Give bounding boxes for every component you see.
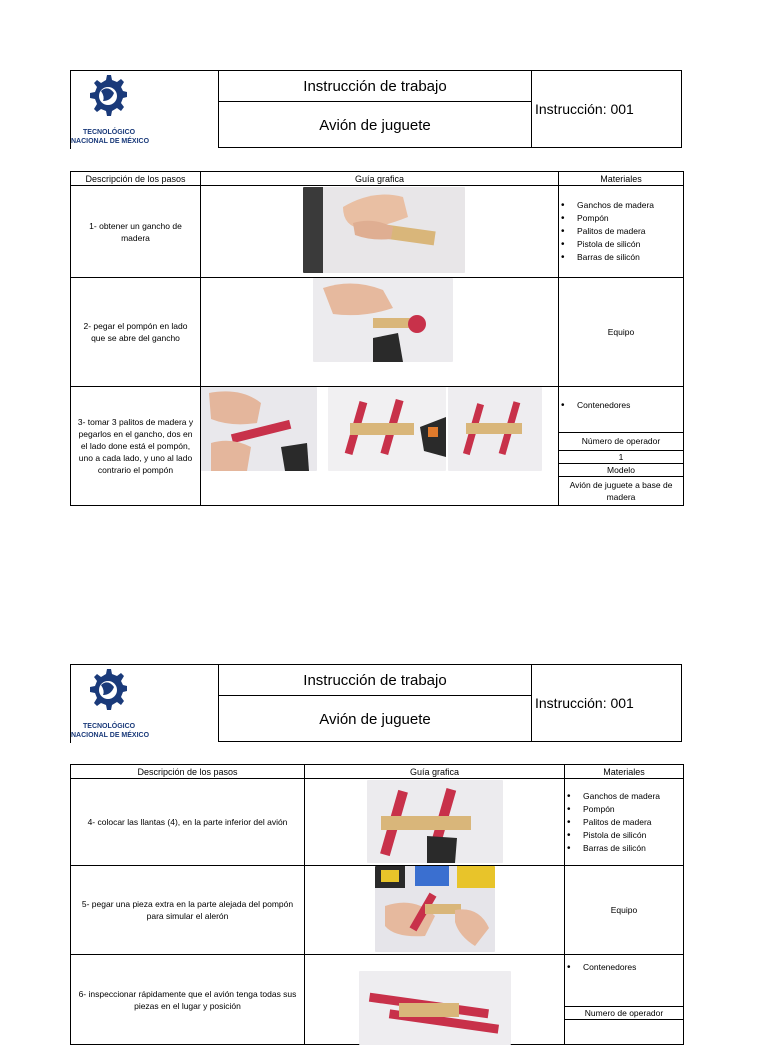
materials-cell-1 xyxy=(559,186,684,278)
operator-label: Numero de operador xyxy=(565,1007,683,1020)
logo-text-1: TECNOLÓGICO xyxy=(83,723,136,730)
steps-table-1 xyxy=(70,171,684,506)
step-2-photo xyxy=(313,278,453,362)
doc-subtitle: Avión de juguete xyxy=(319,116,431,134)
step-4-photo xyxy=(367,780,503,863)
tecnm-logo xyxy=(70,664,219,743)
step-3-photo-cell xyxy=(201,387,559,506)
material-item: • Pompón xyxy=(577,212,683,225)
step-1-photo-cell xyxy=(201,186,559,278)
step-3-photo-a xyxy=(201,387,317,471)
material-item: • Barras de silicón xyxy=(583,842,683,855)
step-4-photo-cell xyxy=(305,779,565,866)
step-5: 5- pegar una pieza extra en la parte alejada del pompón para simular el alerón xyxy=(71,866,305,955)
operator-label: Número de operador xyxy=(559,433,683,451)
steps-table-2 xyxy=(70,764,684,1045)
col-header-materials: Materiales xyxy=(559,172,684,186)
col-header-steps: Descripción de los pasos xyxy=(71,172,201,186)
col-header-materials: Materiales xyxy=(565,765,684,779)
step-2-photo-cell xyxy=(201,278,559,387)
doc-title: Instrucción de trabajo xyxy=(219,665,531,696)
material-item: • Ganchos de madera xyxy=(577,199,683,212)
header-block-2 xyxy=(70,664,682,742)
right-info-cell-2 xyxy=(565,955,684,1045)
step-5-photo xyxy=(375,866,495,952)
logo-text-2: NACIONAL DE MÉXICO xyxy=(71,732,150,739)
contenedores-item: • Contenedores xyxy=(583,961,683,974)
equipo-cell-2: Equipo xyxy=(565,866,684,955)
right-info-cell-1 xyxy=(559,387,684,506)
material-item: • Pistola de silicón xyxy=(577,238,683,251)
col-header-guide: Guía grafica xyxy=(305,765,565,779)
model-label: Modelo xyxy=(559,464,683,477)
header-block-1 xyxy=(70,70,682,148)
material-item: • Barras de silicón xyxy=(577,251,683,264)
step-3-photo-c xyxy=(448,387,542,471)
step-3-photo-b xyxy=(328,387,446,471)
col-header-steps: Descripción de los pasos xyxy=(71,765,305,779)
gear-logo-icon xyxy=(87,71,127,129)
contenedores-item: • Contenedores xyxy=(577,399,683,412)
material-item: • Palitos de madera xyxy=(577,225,683,238)
tecnm-logo xyxy=(70,70,219,149)
doc-subtitle: Avión de juguete xyxy=(319,710,431,728)
step-1: 1- obtener un gancho de madera xyxy=(71,186,201,278)
instruction-number: Instrucción: 001 xyxy=(532,664,682,742)
operator-value: 1 xyxy=(559,451,683,464)
step-2: 2- pegar el pompón en lado que se abre del gancho xyxy=(71,278,201,387)
step-5-photo-cell xyxy=(305,866,565,955)
step-6-photo xyxy=(359,971,511,1045)
doc-title: Instrucción de trabajo xyxy=(219,71,531,102)
step-1-photo xyxy=(303,187,465,273)
equipo-cell-1: Equipo xyxy=(559,278,684,387)
gear-logo-icon xyxy=(87,665,127,723)
step-6-photo-cell xyxy=(305,955,565,1045)
title-cell xyxy=(218,70,532,148)
step-4: 4- colocar las llantas (4), en la parte inferior del avión xyxy=(71,779,305,866)
material-item: • Pistola de silicón xyxy=(583,829,683,842)
materials-cell-2 xyxy=(565,779,684,866)
material-item: • Palitos de madera xyxy=(583,816,683,829)
material-item: • Pompón xyxy=(583,803,683,816)
step-6: 6- inspeccionar rápidamente que el avión tenga todas sus piezas en el lugar y posición xyxy=(71,955,305,1045)
logo-text-1: TECNOLÓGICO xyxy=(83,129,136,136)
col-header-guide: Guía grafica xyxy=(201,172,559,186)
logo-text-2: NACIONAL DE MÉXICO xyxy=(71,138,150,145)
model-value: Avión de juguete a base de madera xyxy=(569,480,673,502)
material-item: • Ganchos de madera xyxy=(583,790,683,803)
title-cell xyxy=(218,664,532,742)
step-3: 3- tomar 3 palitos de madera y pegarlos en el gancho, dos en el lado done está el pompón, uno a cada lado, y uno al lado contrario el pompón xyxy=(71,387,201,506)
instruction-number: Instrucción: 001 xyxy=(532,70,682,148)
